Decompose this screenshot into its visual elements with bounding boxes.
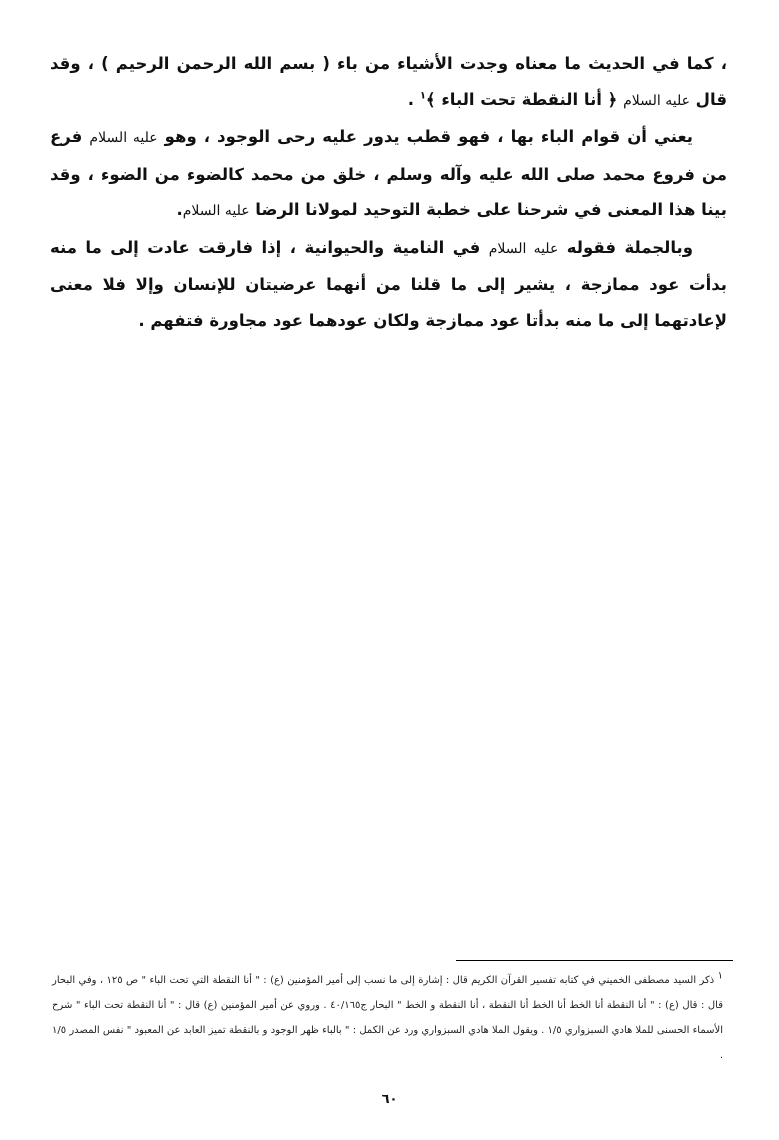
paragraph-3 [50,230,727,339]
honorific-text: عليه السلام [89,130,158,146]
text-run: فرع من فروع محمد صلى الله عليه وآله وسلم ، خلق من محمد كالضوء من الضوء ، وقد بينا هذا المعنى في شرحنا على خطبة التوحيد لمولانا الرضا [50,127,727,219]
text-run: وبالجملة فقوله [558,237,693,257]
page-number: ٦٠ [381,1092,398,1107]
footnote-paragraph [52,968,723,1068]
paragraph-2 [50,119,727,230]
footnote-reference[interactable]: ١ [419,90,426,101]
footnote-text: ذكر السيد مصطفى الخميني في كتابه تفسير القرآن الكريم قال : إشارة إلى ما نسب إلى أمير المؤمنين (ع) : " أنا النقطة التي تحت الباء " ص ١٢٥ ، وفي البحار قال : قال (ع) : " أنا النقطة أنا الخط أنا الخط أنا النقطة ، أنا النقطة و الخط " البحار ج٤٠/١٦٥ . وروي عن أمير المؤمنين (ع) قال : " أنا النقطة تحت الباء " شرح الأسماء الحسنى للملا هادي السبزواري ١/٥ . ويقول الملا هادي السبزواري ورد عن الكمل : " بالباء ظهر الوجود و بالنقطة تميز العابد عن المعبود " نفس المصدر ١/٥ . [52,975,723,1061]
text-run: . [176,200,183,219]
honorific-text: عليه السلام [623,92,690,109]
text-run: ﴿ أنا النقطة تحت الباء ﴾ [425,89,624,109]
footnote-separator [456,960,733,961]
text-run: في النامية والحيوانية ، إذا فارقت عادت إلى ما منه بدأت عود ممازجة ، يشير إلى ما قلنا من أنهما عرضيتان للإنسان وإلا فلا معنى لإعادتهما إلى ما منه بدأتا عود ممازجة ولكان عودهما عود مجاورة فتفهم . [50,237,727,330]
footnote-marker: ١ [717,970,723,982]
honorific-text: عليه السلام [182,203,250,219]
main-text [50,46,727,338]
footnote [52,968,723,1068]
text-run: . [407,89,420,109]
text-run: يعني أن قوام الباء بها ، فهو قطب يدور عليه رحى الوجود ، وهو [157,127,693,146]
text-run: ، كما في الحديث ما معناه وجدت الأشياء من باء ( بسم الله الرحمن الرحيم ) ، وقد قال [50,54,727,109]
honorific-text: عليه السلام [488,240,559,257]
paragraph-1 [50,46,727,119]
